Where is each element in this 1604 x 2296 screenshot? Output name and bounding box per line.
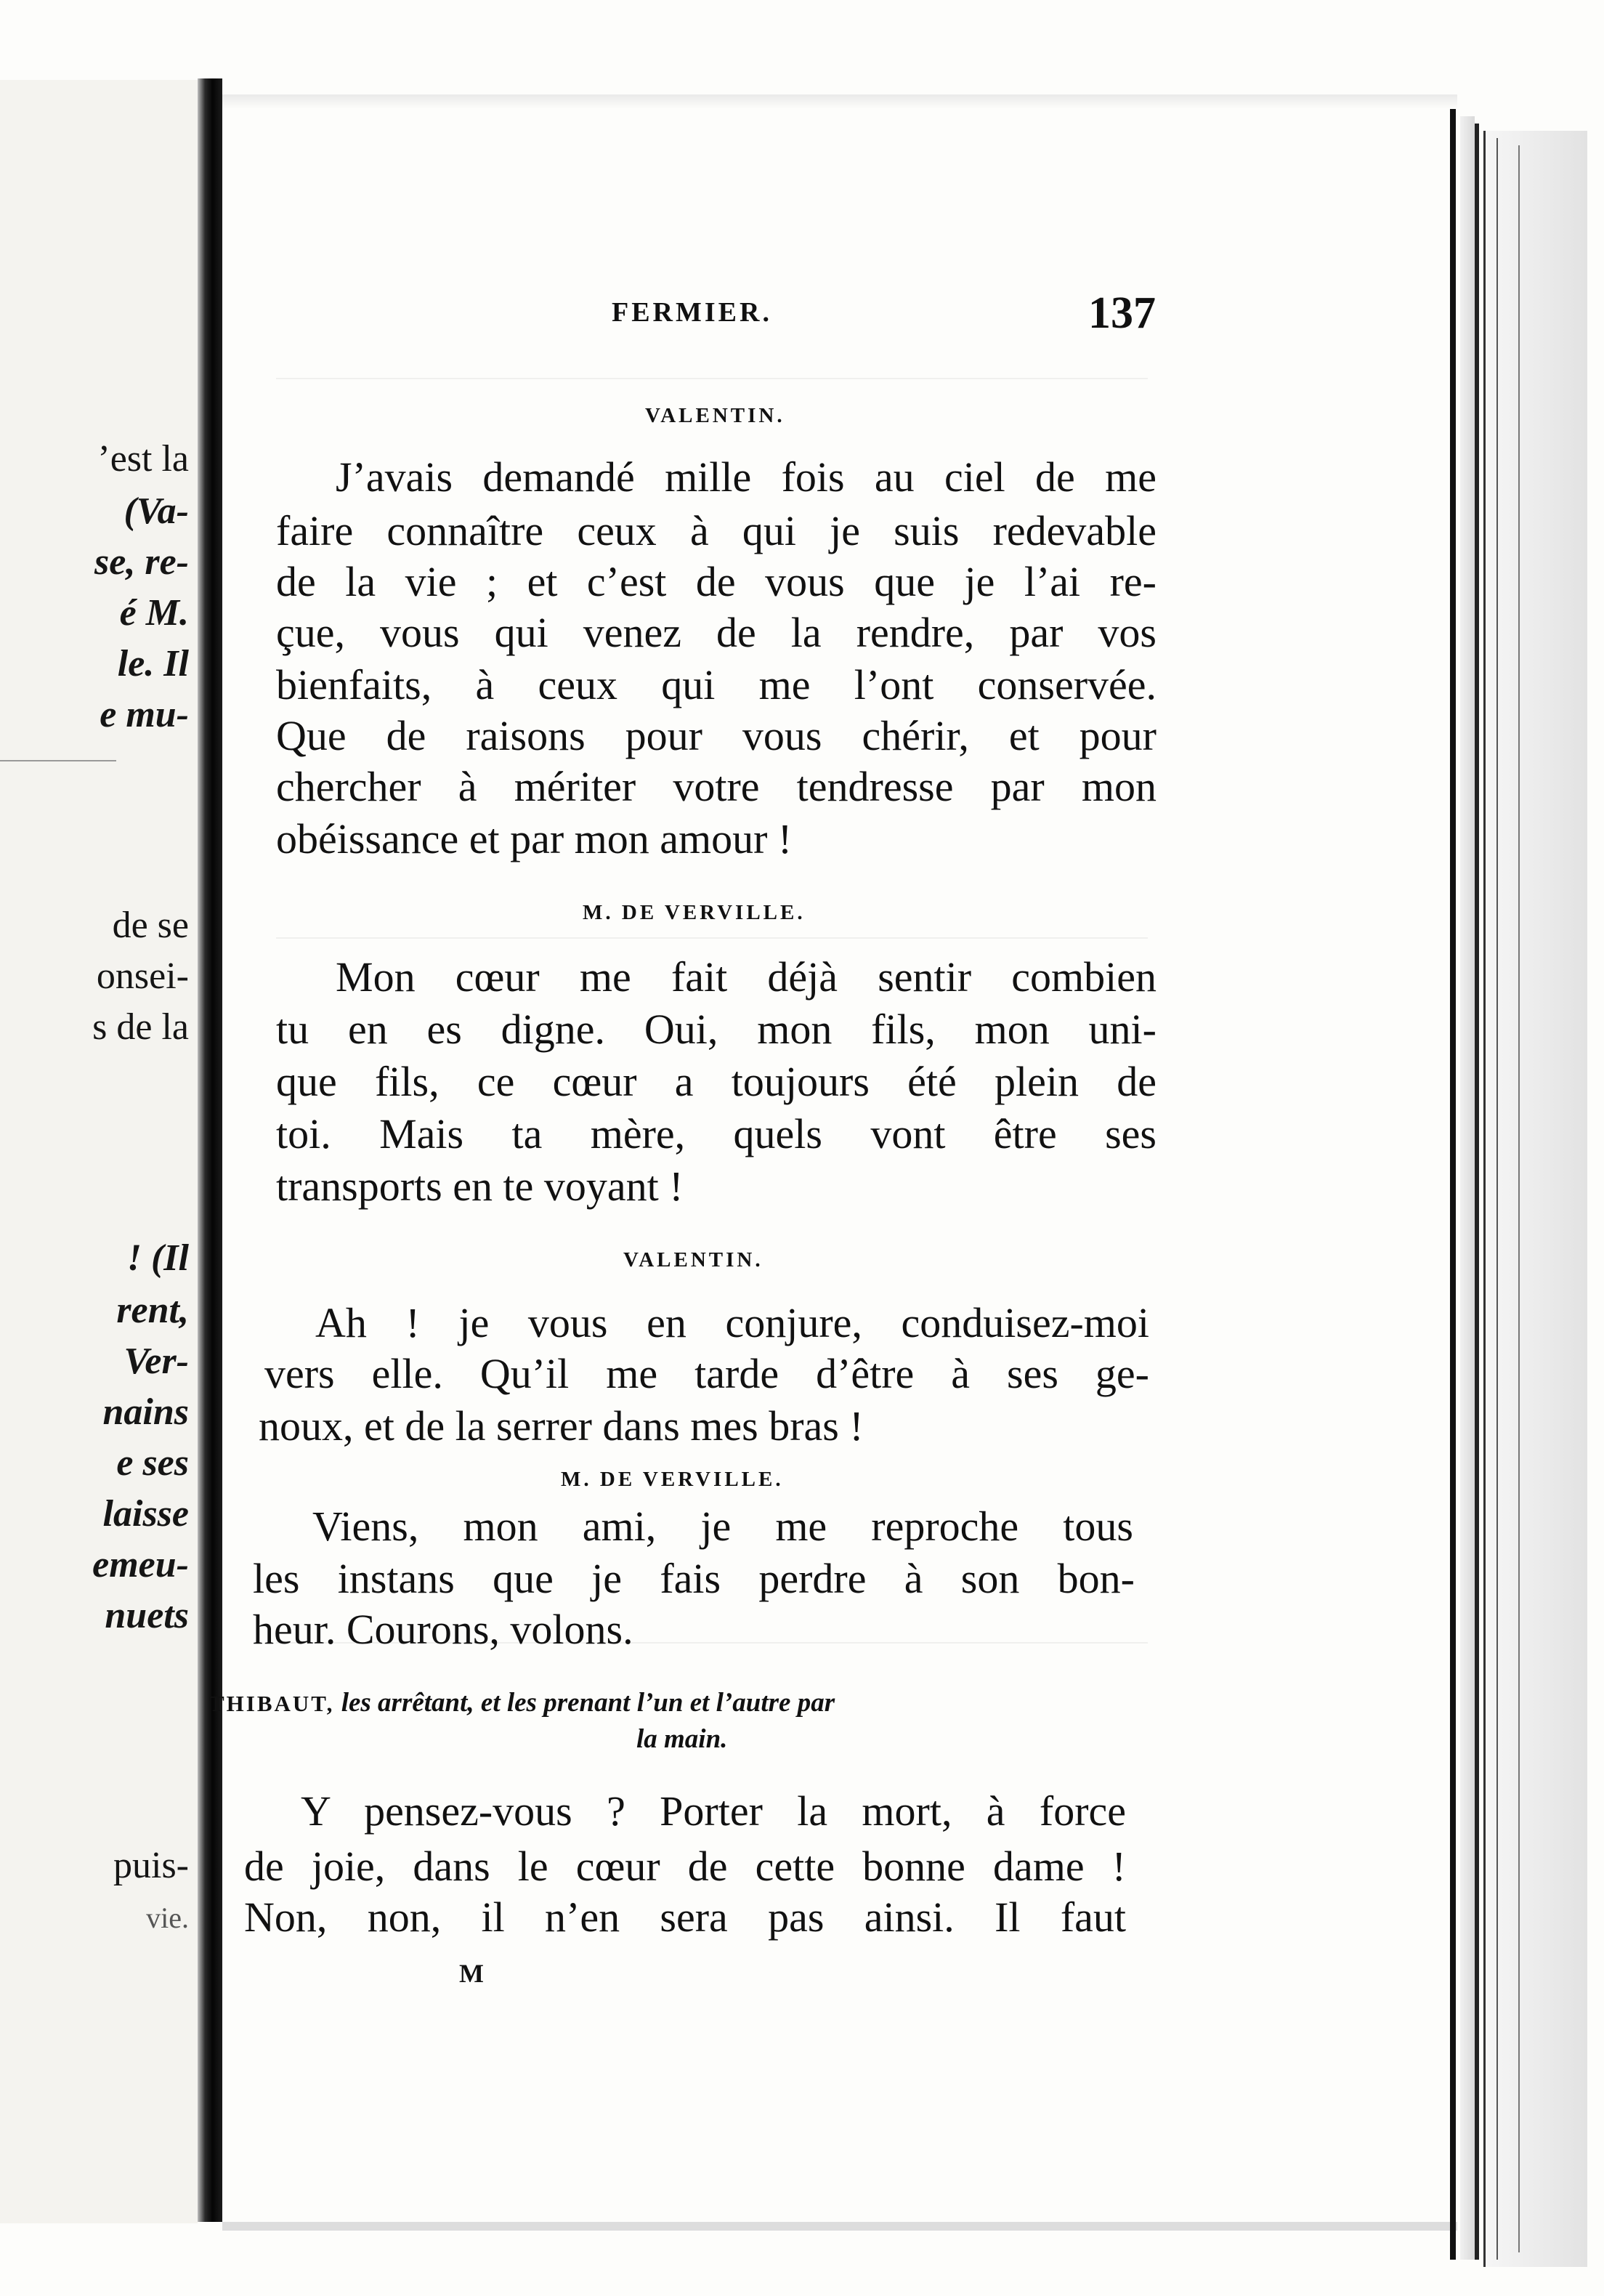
text-line: Y pensez-vous ? Porter la mort, à force	[301, 1787, 1126, 1835]
page-edge	[1518, 145, 1520, 2252]
text-line: Mon cœur me fait déjà sentir combien	[336, 953, 1157, 1001]
left-page-line: e ses	[116, 1442, 189, 1484]
left-page-fragment	[0, 80, 198, 2223]
left-page-line: é M.	[119, 592, 189, 634]
speaker-name: VALENTIN.	[623, 1248, 763, 1272]
signature-mark: M	[459, 1959, 484, 1988]
text-line: faire connaître ceux à qui je suis redevable	[276, 507, 1157, 554]
page-edge	[1483, 131, 1587, 2267]
page-edge	[1450, 109, 1456, 2260]
left-page-line: rent,	[116, 1290, 189, 1331]
text-line: Que de raisons pour vous chérir, et pour	[276, 712, 1157, 759]
stage-direction-continued: la main.	[636, 1724, 728, 1754]
text-line: çue, vous qui venez de la rendre, par vos	[276, 609, 1157, 656]
left-page-line: de se	[112, 905, 189, 946]
text-line: Non, non, il n’en sera pas ainsi. Il faut	[244, 1893, 1126, 1941]
left-page-line: e mu-	[100, 694, 189, 735]
left-page-line: se, re-	[94, 541, 189, 583]
text-line: chercher à mériter votre tendresse par mon	[276, 763, 1157, 810]
left-page-line: nuets	[105, 1595, 189, 1636]
left-page-line: nains	[102, 1391, 189, 1433]
text-line: noux, et de la serrer dans mes bras !	[259, 1402, 864, 1450]
text-line: Ah ! je vous en conjure, conduisez-moi	[315, 1299, 1149, 1346]
text-line: vers elle. Qu’il me tarde d’être à ses ge-	[264, 1350, 1149, 1397]
text-line: obéissance et par mon amour !	[276, 815, 793, 862]
text-line: les instans que je fais perdre à son bon-	[253, 1555, 1135, 1602]
page-edge	[1475, 124, 1479, 2260]
text-line: transports en te voyant !	[276, 1163, 684, 1210]
left-page-line: le. Il	[117, 643, 189, 684]
left-page-line: puis-	[113, 1845, 189, 1886]
page-edge	[1460, 116, 1475, 2260]
page-number: 137	[1088, 288, 1156, 338]
left-page-line: (Va-	[123, 490, 189, 532]
speaker-name: THIBAUT,	[209, 1691, 335, 1716]
page-edge	[1496, 138, 1498, 2260]
text-line: Viens, mon ami, je me reproche tous	[312, 1503, 1133, 1550]
left-page-line: ’est la	[97, 438, 189, 480]
left-page-line: s de la	[92, 1006, 189, 1048]
text-line: de joie, dans le cœur de cette bonne dame !	[244, 1843, 1126, 1890]
book-gutter	[198, 78, 222, 2222]
text-line: de la vie ; et c’est de vous que je l’ai re-	[276, 558, 1157, 605]
speaker-name: M. DE VERVILLE.	[583, 901, 806, 924]
text-line: toi. Mais ta mère, quels vont être ses	[276, 1110, 1157, 1157]
text-line: J’avais demandé mille fois au ciel de me	[336, 453, 1157, 501]
left-page-line: emeu-	[92, 1544, 189, 1585]
text-line: bienfaits, à ceux qui me l’ont conservée.	[276, 661, 1157, 708]
speaker-name: M. DE VERVILLE.	[561, 1468, 784, 1491]
stage-direction-text: les arrêtant, et les prenant l’un et l’autre par	[341, 1688, 835, 1718]
text-line: heur. Courons, volons.	[253, 1606, 633, 1653]
running-head: FERMIER.	[612, 297, 772, 328]
page-top-shadow	[222, 94, 1457, 109]
left-page-line: laisse	[102, 1493, 189, 1535]
text-line: que fils, ce cœur a toujours été plein de	[276, 1058, 1157, 1105]
speaker-name: VALENTIN.	[645, 404, 785, 427]
page-bottom-edge	[222, 2222, 1457, 2231]
text-line: tu en es digne. Oui, mon fils, mon uni-	[276, 1006, 1157, 1053]
left-page-line: ! (Il	[126, 1237, 189, 1279]
left-page-line: Ver-	[123, 1341, 189, 1382]
left-page-rule	[0, 760, 116, 761]
stage-direction	[209, 1687, 835, 1718]
left-page-line: vie.	[146, 1901, 189, 1934]
left-page-line: onsei-	[96, 955, 189, 997]
